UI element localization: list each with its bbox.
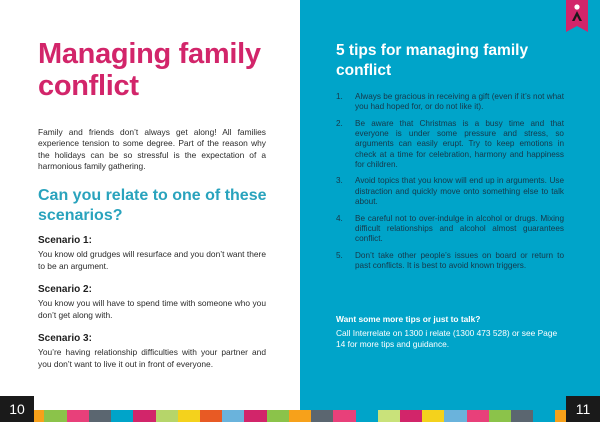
tips-title: 5 tips for managing family conflict <box>336 42 529 79</box>
color-strip-segment <box>44 410 66 422</box>
color-strip-segment <box>333 410 355 422</box>
color-strip-segment <box>133 410 155 422</box>
color-strip-segment <box>400 410 422 422</box>
color-strip-segment <box>489 410 511 422</box>
color-strip-segment <box>222 410 244 422</box>
left-page <box>0 0 300 412</box>
scenario-title: Scenario 3: <box>38 333 92 344</box>
tip-number: 2. <box>336 118 343 128</box>
tip-item <box>336 176 564 207</box>
color-strip-segment <box>67 410 89 422</box>
scenario-text: You know you will have to spend time with someone who you don’t get along with. <box>38 298 266 320</box>
intro-paragraph: Family and friends don’t always get along! All families experience tension to some degree. Part of the reason why the holidays can be so stressful is the expectation of a harmonious family gathering. <box>38 127 266 172</box>
tip-text: Always be gracious in receiving a gift (even if it’s not what you had hoped for, or do not like it). <box>355 92 564 112</box>
tip-text: Be aware that Christmas is a busy time and that everyone is under some pressure and stress, so arguments can easily erupt. Try to keep emotions in check at a time for celebration, harmony and happiness for children. <box>355 118 564 169</box>
tip-item <box>336 214 564 245</box>
color-strip-segment <box>89 410 111 422</box>
interrelate-logo-icon <box>566 0 588 32</box>
color-strip-segment <box>378 410 400 422</box>
contact-info: Call Interrelate on 1300 i relate (1300 473 528) or see Page 14 for more tips and guidance. <box>336 328 558 350</box>
tip-number: 1. <box>336 92 343 101</box>
color-strip-segment <box>356 410 378 422</box>
scenario-3 <box>38 333 266 370</box>
tip-text: Avoid topics that you know will end up in arguments. Use distraction and quickly move onto something else to talk about. <box>355 176 564 206</box>
color-strip-segment <box>444 410 466 422</box>
tip-number: 3. <box>336 176 343 186</box>
color-strip-segment <box>111 410 133 422</box>
color-strip-segment <box>156 410 178 422</box>
tip-text: Be careful not to over-indulge in alcohol or drugs. Mixing difficult relationships and alcohol almost guarantees conflict. <box>355 213 564 243</box>
tip-number: 5. <box>336 250 343 260</box>
color-strip-segment <box>200 410 222 422</box>
color-strip-segment <box>511 410 533 422</box>
scenario-text: You know old grudges will resurface and you don’t want there to be an argument. <box>38 249 266 271</box>
tip-item <box>336 119 564 170</box>
color-strip-segment <box>267 410 289 422</box>
color-strip-segment <box>289 410 311 422</box>
tip-number: 4. <box>336 213 343 223</box>
page-title: Managing family conflict <box>38 38 261 102</box>
color-strip <box>0 410 600 422</box>
scenarios-heading: Can you relate to one of these scenarios? <box>38 187 267 224</box>
right-page <box>300 0 600 412</box>
scenario-title: Scenario 1: <box>38 235 92 246</box>
color-strip-segment <box>178 410 200 422</box>
color-strip-segment <box>533 410 555 422</box>
tip-item <box>336 92 564 112</box>
scenario-1 <box>38 235 266 272</box>
tip-item <box>336 251 564 271</box>
color-strip-segment <box>244 410 266 422</box>
tips-list <box>336 92 564 278</box>
color-strip-segment <box>422 410 444 422</box>
scenario-text: You’re having relationship difficulties with your partner and you don’t want to live it out in front of everyone. <box>38 347 266 369</box>
page-number-left: 10 <box>0 396 34 422</box>
more-tips-heading: Want some more tips or just to talk? <box>336 314 481 324</box>
scenario-2 <box>38 284 266 321</box>
color-strip-segment <box>467 410 489 422</box>
color-strip-segment <box>311 410 333 422</box>
page-number-right: 11 <box>566 396 600 422</box>
tip-text: Don’t take other people’s issues on board or return to past conflicts. It is best to avoid known triggers. <box>355 250 564 270</box>
scenario-title: Scenario 2: <box>38 284 92 295</box>
